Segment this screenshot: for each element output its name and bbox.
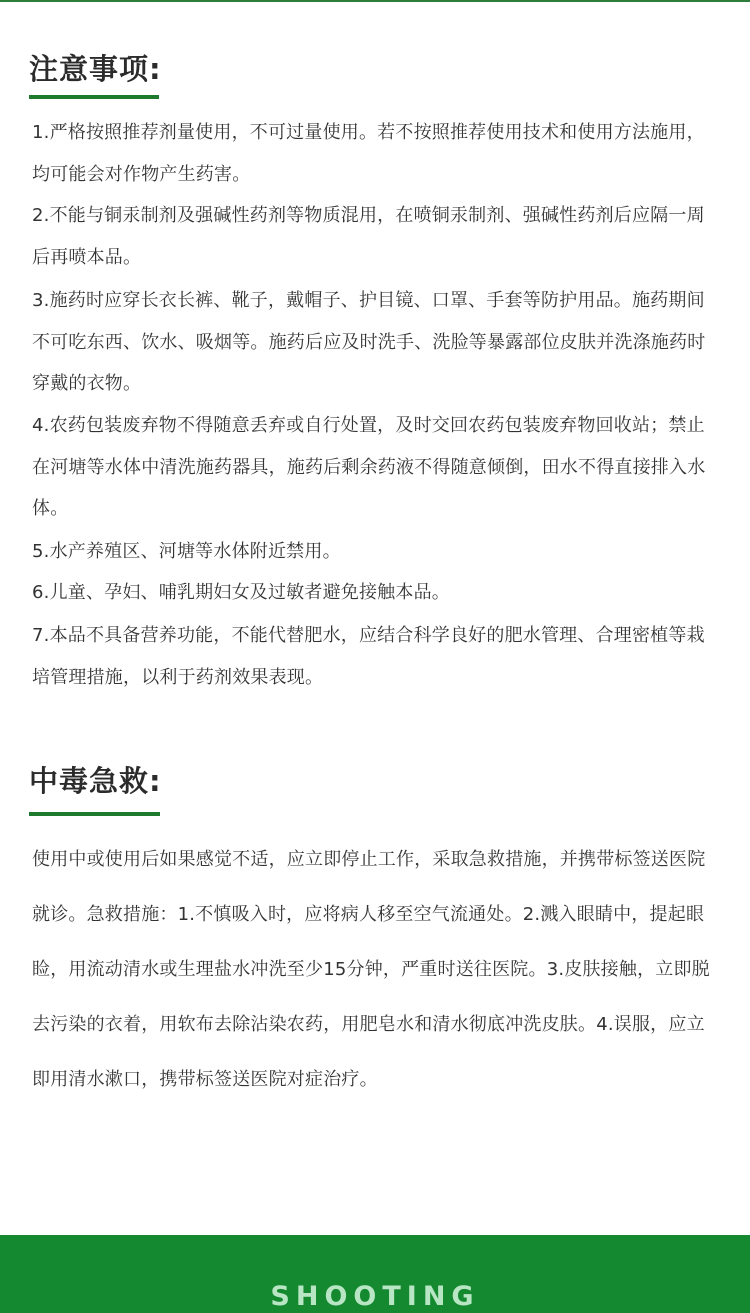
top-divider	[0, 0, 750, 2]
precaution-item-3: 3.施药时应穿长衣长裤、靴子，戴帽子、护目镜、口罩、手套等防护用品。施药期间不可吃东西、饮水、吸烟等。施药后应及时洗手、洗脸等暴露部位皮肤并洗涤施药时穿戴的衣物。	[32, 290, 706, 394]
precautions-title-underline	[29, 95, 159, 99]
precaution-item-7: 7.本品不具备营养功能，不能代替肥水，应结合科学良好的肥水管理、合理密植等栽培管理措施，以利于药剂效果表现。	[32, 625, 705, 688]
first-aid-title-underline	[29, 812, 160, 816]
precaution-item-1: 1.严格按照推荐剂量使用，不可过量使用。若不按照推荐使用技术和使用方法施用，均可能会对作物产生药害。	[32, 122, 705, 185]
precaution-item-2: 2.不能与铜汞制剂及强碱性药剂等物质混用，在喷铜汞制剂、强碱性药剂后应隔一周后再喷本品。	[32, 205, 705, 268]
first-aid-text: 使用中或使用后如果感觉不适，应立即停止工作，采取急救措施，并携带标签送医院就诊。急救措施：1.不慎吸入时，应将病人移至空气流通处。2.溅入眼睛中，提起眼睑，用流动清水或生理盐水冲洗至少15分钟，严重时送往医院。3.皮肤接触，立即脱去污染的衣着，用软布去除沾染农药，用肥皂水和清水彻底冲洗皮肤。4.误服，应立即用清水漱口，携带标签送医院对症治疗。	[32, 849, 710, 1090]
precautions-title: 注意事项:	[29, 52, 162, 86]
footer-shooting-text: SHOOTING	[270, 1281, 480, 1312]
footer-band	[0, 1235, 750, 1313]
first-aid-title: 中毒急救:	[29, 764, 162, 798]
precaution-item-6: 6.儿童、孕妇、哺乳期妇女及过敏者避免接触本品。	[32, 582, 450, 603]
precaution-item-5: 5.水产养殖区、河塘等水体附近禁用。	[32, 541, 341, 562]
precaution-item-4: 4.农药包装废弃物不得随意丢弃或自行处置，及时交回农药包装废弃物回收站；禁止在河塘等水体中清洗施药器具，施药后剩余药液不得随意倾倒，田水不得直接排入水体。	[32, 415, 706, 519]
